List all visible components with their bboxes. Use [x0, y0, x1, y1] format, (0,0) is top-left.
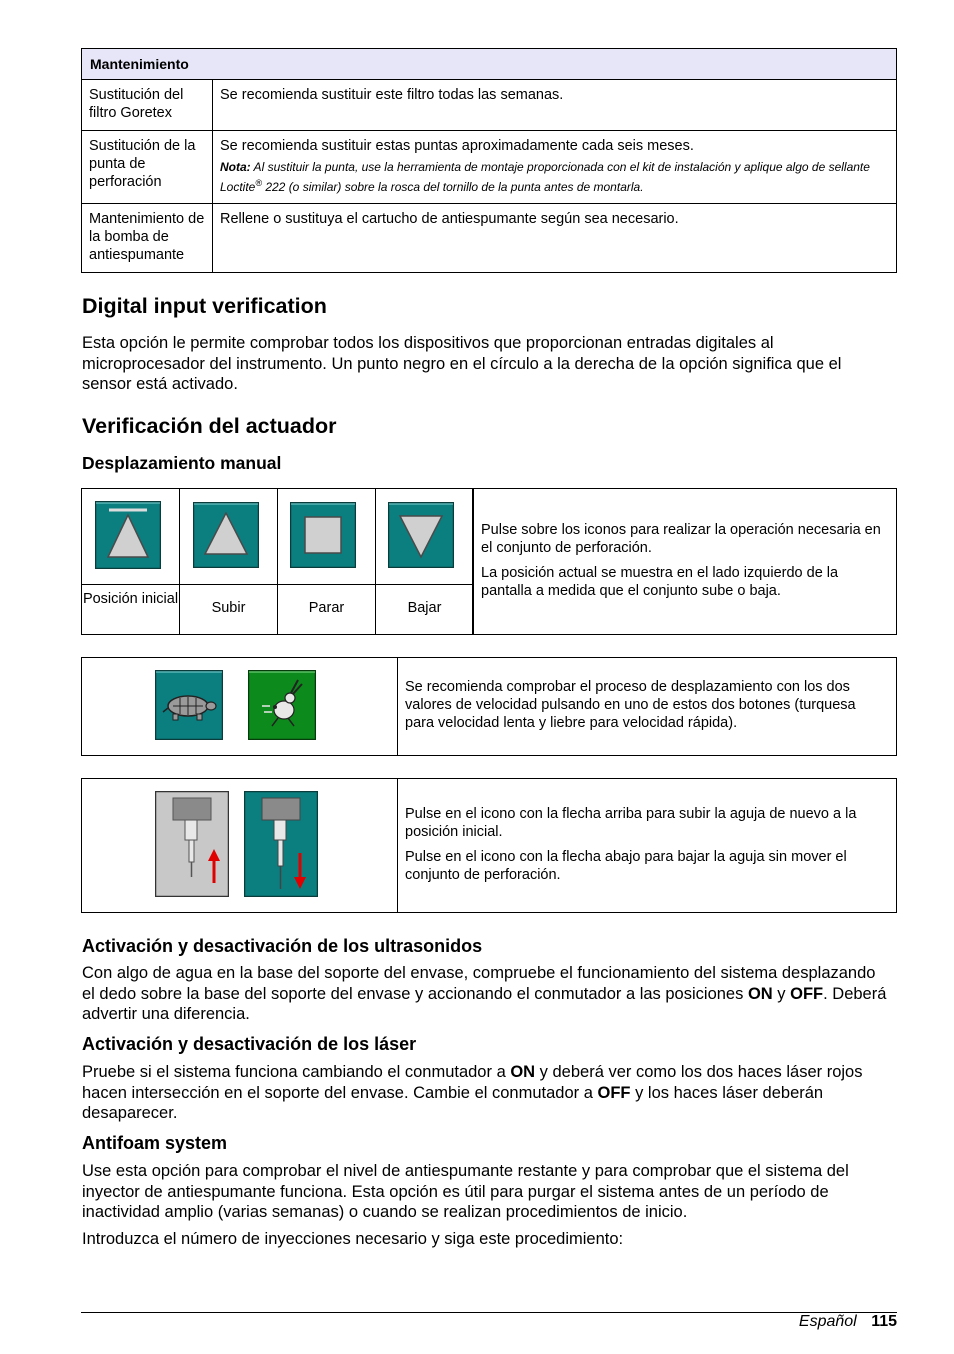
row-item: Sustitución de la punta de perforación — [82, 131, 213, 204]
home-position-icon — [95, 501, 161, 569]
footer-language: Español — [798, 1313, 857, 1330]
table-row — [82, 204, 897, 273]
turtle-icon — [155, 670, 223, 740]
needle-desc-1: Pulse en el icono con la flecha arriba para subir la aguja de nuevo a la posición inicial. — [405, 806, 857, 840]
off-keyword: OFF — [597, 1083, 631, 1102]
label-home: Posición inicial — [82, 591, 179, 607]
antifoam-title: Antifoam system — [82, 1133, 228, 1153]
footer — [799, 1312, 897, 1332]
ultrasonic-text-2: y — [772, 984, 791, 1003]
home-position-button[interactable] — [95, 501, 161, 574]
speed-description: Se recomienda comprobar el proceso de desplazamiento con los dos valores de velocidad pulsando en uno de estos dos botones (turquesa para velocidad lenta y liebre para velocidad rápida). — [405, 679, 856, 731]
laser-text-3: y los haces láser deberán desaparecer. — [82, 1083, 824, 1122]
needle-up-icon — [155, 791, 229, 897]
laser-text-2: y deberá ver como los dos haces láser rojos hacen intersección en el soporte del envase. Cambie el conmutador a — [82, 1063, 863, 1102]
note-text: Al sustituir la punta, use la herramienta de montaje proporcionada con el kit de instalación y aplique algo de sellante Loctite — [220, 160, 870, 194]
needle-desc-2: Pulse en el icono con la flecha abajo para bajar la aguja sin mover el conjunto de perforación. — [405, 849, 847, 883]
needle-down-button[interactable] — [244, 791, 318, 902]
speed-table — [81, 657, 897, 756]
row-note — [220, 159, 889, 195]
fast-speed-button[interactable] — [248, 670, 316, 745]
label-up: Subir — [211, 600, 246, 616]
needle-down-icon — [244, 791, 318, 897]
arrow-up-icon — [193, 502, 259, 568]
section-title-actuator: Verificación del actuador — [82, 414, 337, 438]
arrow-down-icon — [388, 502, 454, 568]
manual-table — [81, 488, 897, 635]
move-down-button[interactable] — [388, 502, 454, 573]
row-desc: Se recomienda sustituir estas puntas aproximadamente cada seis meses. — [220, 138, 694, 154]
needle-up-button[interactable] — [155, 791, 229, 902]
manual-description — [481, 521, 886, 600]
ultrasonic-body — [82, 963, 892, 1025]
laser-text: Pruebe si el sistema funciona cambiando el conmutador a — [82, 1063, 511, 1081]
note-text-end: 222 (o similar) sobre la rosca del tornillo de la punta antes de montarla. — [262, 180, 644, 194]
move-up-button[interactable] — [193, 502, 259, 573]
hare-icon — [248, 670, 316, 740]
section-title-digital: Digital input verification — [82, 294, 327, 318]
digital-body: Esta opción le permite comprobar todos los dispositivos que proporcionan entradas digitales al microprocesador del instrumento. Un punto negro en el círculo a la derecha de la opción significa que el sensor está activado. — [82, 334, 842, 393]
antifoam-instructions: Introduzca el número de inyecciones necesario y siga este procedimiento: — [82, 1230, 624, 1248]
off-keyword: OFF — [790, 984, 824, 1003]
antifoam-body: Use esta opción para comprobar el nivel de antiespumante restante y para comprobar que el sistema del inyector de antiespumante funciona. Esta opción es útil para purgar el sistema antes de un período de inactividad amplio (varias semanas) o cuando se realizan procedimientos de inicio. — [82, 1162, 849, 1221]
manual-desc-2: La posición actual se muestra en el lado izquierdo de la pantalla a medida que el conjunto sube o baja. — [481, 565, 839, 599]
registered-mark: ® — [255, 178, 262, 188]
row-desc: Rellene o sustituya el cartucho de antiespumante según sea necesario. — [213, 204, 897, 273]
stop-button[interactable] — [290, 502, 356, 573]
laser-body — [82, 1062, 892, 1124]
page-number: 115 — [871, 1313, 897, 1330]
footer-divider — [81, 1312, 897, 1313]
on-keyword: ON — [747, 984, 773, 1003]
ultrasonic-text: Con algo de agua en la base del soporte del envase, compruebe el funcionamiento del sistema desplazando el dedo sobre la base del soporte del envase y accionando el conmutador a las posiciones — [82, 964, 876, 1003]
ultrasonic-title: Activación y desactivación de los ultrasonidos — [82, 936, 483, 956]
row-desc: Se recomienda sustituir este filtro todas las semanas. — [213, 80, 897, 131]
table-row — [82, 131, 897, 204]
maintenance-header: Mantenimiento — [82, 49, 897, 80]
row-item: Mantenimiento de la bomba de antiespumante — [82, 204, 213, 273]
ultrasonic-text-3: . Deberá advertir una diferencia. — [82, 984, 887, 1023]
on-keyword: ON — [510, 1063, 536, 1081]
needle-description — [405, 805, 887, 884]
table-row — [82, 80, 897, 131]
slow-speed-button[interactable] — [155, 670, 223, 745]
row-item: Sustitución del filtro Goretex — [82, 80, 213, 131]
label-stop: Parar — [308, 600, 345, 616]
stop-square-icon — [290, 502, 356, 568]
maintenance-table — [81, 48, 897, 273]
manual-desc-1: Pulse sobre los iconos para realizar la operación necesaria en el conjunto de perforación. — [481, 522, 881, 556]
subtitle-manual: Desplazamiento manual — [82, 453, 282, 473]
label-down: Bajar — [407, 600, 442, 616]
laser-title: Activación y desactivación de los láser — [82, 1034, 417, 1054]
needle-table — [81, 778, 897, 913]
note-label: Nota: — [220, 160, 251, 174]
